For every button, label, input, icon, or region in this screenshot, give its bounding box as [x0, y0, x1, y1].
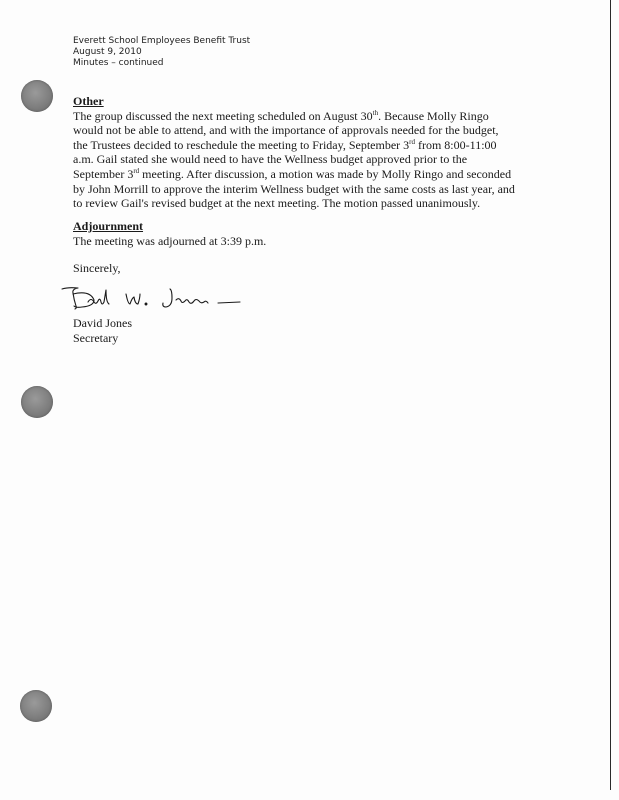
heading-other: Other	[73, 94, 104, 108]
other-line-3b: from 8:00-11:00	[414, 137, 497, 152]
other-line-2: would not be able to attend, and with the importance of approvals needed for the budget,	[73, 123, 499, 138]
punch-hole-middle	[21, 386, 53, 418]
section-other	[73, 94, 593, 211]
other-line-3-sup: rd	[409, 137, 415, 146]
other-line-5-sup: rd	[133, 166, 140, 175]
other-line-1b: . Because Molly Ringo	[378, 108, 489, 123]
other-line-1-sup: th	[372, 108, 379, 117]
other-line-7: to review Gail's revised budget at the next meeting. The motion passed unanimously.	[73, 196, 481, 211]
signer-name: David Jones	[73, 316, 132, 330]
page-edge-line	[610, 0, 611, 790]
signature-block	[73, 316, 593, 345]
other-line-4: a.m. Gail stated she would need to have the Wellness budget approved prior to the	[73, 152, 468, 167]
header-date: August 9, 2010	[73, 47, 142, 57]
punch-hole-top	[21, 80, 53, 112]
other-line-5a: September 3	[73, 166, 134, 181]
signature-image	[60, 280, 260, 316]
section-adjournment	[73, 219, 593, 248]
punch-hole-bottom	[20, 690, 52, 722]
other-line-6: by John Morrill to approve the interim Wellness budget with the same costs as last year, and	[73, 181, 515, 196]
other-line-3a: the Trustees decided to reschedule the meeting to Friday, September 3	[73, 137, 410, 152]
closing-salutation: Sincerely,	[73, 261, 121, 275]
other-line-1a: The group discussed the next meeting scheduled on August 30	[73, 108, 373, 123]
other-line-5b: meeting. After discussion, a motion was made by Molly Ringo and seconded	[139, 166, 512, 181]
heading-adjournment: Adjournment	[73, 219, 144, 233]
signer-title: Secretary	[73, 330, 119, 345]
header-organization: Everett School Employees Benefit Trust	[73, 36, 251, 46]
header-continued: Minutes – continued	[73, 58, 164, 68]
adjournment-text: The meeting was adjourned at 3:39 p.m.	[73, 233, 267, 248]
document-header	[73, 36, 250, 69]
other-paragraph	[73, 109, 593, 211]
